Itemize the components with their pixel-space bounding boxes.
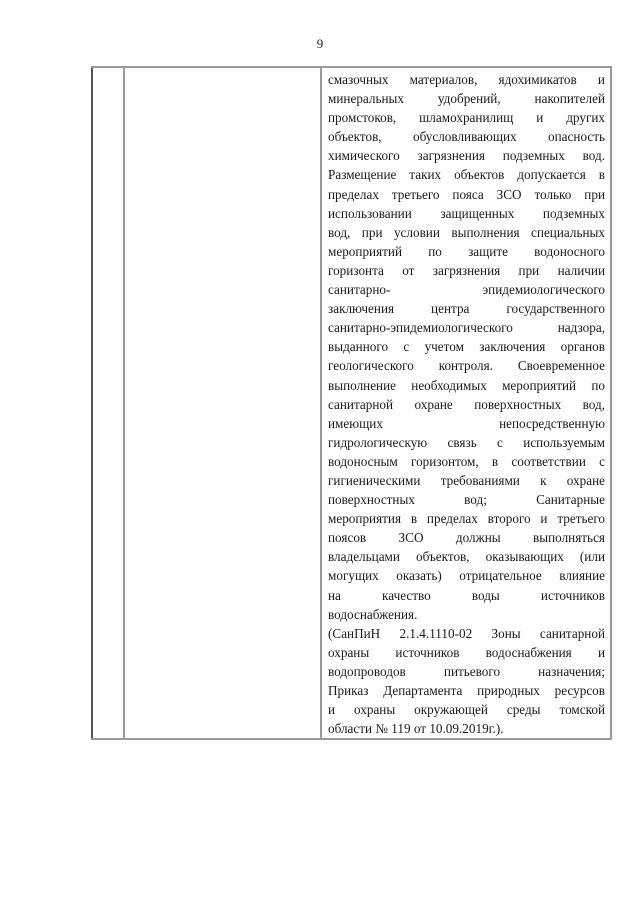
text-line: мероприятия в пределах второго и третьего bbox=[328, 511, 605, 527]
document-table bbox=[91, 66, 612, 740]
text-line: гидрологическую связь с используемым bbox=[328, 434, 605, 450]
text-line: химического загрязнения подземных вод. bbox=[328, 148, 605, 164]
text-line: мероприятий по защите водоносного bbox=[328, 243, 605, 259]
table-cell-number bbox=[92, 67, 124, 739]
text-line: Приказ Департамента природных ресурсов bbox=[328, 683, 605, 698]
text-line: водопроводов питьевого назначения; bbox=[328, 663, 605, 679]
text-line: заключения центра государственного bbox=[328, 301, 605, 317]
table-row bbox=[92, 67, 611, 739]
text-line: объектов, обусловливающих опасность bbox=[328, 129, 605, 145]
regulation-reference-paragraph bbox=[328, 624, 605, 739]
text-line: водоносным горизонтом, в соответствии с bbox=[328, 453, 605, 469]
text-line: санитарно-эпидемиологического надзора, bbox=[328, 320, 605, 336]
text-line: промстоков, шламохранилищ и других bbox=[328, 110, 605, 126]
requirements-text bbox=[322, 68, 610, 738]
text-line: и охраны окружающей среды томской bbox=[328, 702, 605, 718]
text-line: могущих оказать) отрицательное влияние bbox=[328, 568, 605, 584]
page-number: 9 bbox=[316, 36, 324, 51]
text-line: охраны источников водоснабжения и bbox=[328, 644, 605, 660]
text-line: выполнение необходимых мероприятий по bbox=[328, 377, 605, 393]
text-line: геологического контроля. Своевременное bbox=[328, 358, 605, 374]
text-line: на качество воды источников bbox=[328, 587, 605, 603]
text-line: водоснабжения. bbox=[328, 606, 418, 622]
text-line: (СанПиН 2.1.4.1110-02 Зоны санитарной bbox=[328, 625, 605, 641]
text-line: поверхностных вод; Санитарные bbox=[328, 492, 605, 508]
text-line: владельцами объектов, оказывающих (или bbox=[328, 549, 605, 565]
text-line: смазочных материалов, ядохимикатов и bbox=[328, 72, 605, 87]
table-cell-requirements bbox=[321, 67, 611, 739]
text-line: области № 119 от 10.09.2019г.). bbox=[328, 721, 504, 737]
text-line: Размещение таких объектов допускается в bbox=[328, 167, 605, 183]
text-line: использовании защищенных подземных bbox=[328, 205, 605, 221]
text-line: санитарной охране поверхностных вод, bbox=[328, 396, 605, 412]
requirements-paragraph bbox=[328, 70, 605, 624]
text-line: санитарно- эпидемиологического bbox=[328, 282, 605, 298]
text-line: пределах третьего пояса ЗСО только при bbox=[328, 186, 605, 202]
text-line: горизонта от загрязнения при наличии bbox=[328, 262, 605, 278]
text-line: гигиеническими требованиями к охране bbox=[328, 472, 605, 488]
text-line: поясов ЗСО должны выполняться bbox=[328, 530, 605, 546]
text-line: выданного с учетом заключения органов bbox=[328, 339, 605, 355]
text-line: вод, при условии выполнения специальных bbox=[328, 224, 605, 240]
table-cell-name bbox=[124, 67, 321, 739]
text-line: минеральных удобрений, накопителей bbox=[328, 91, 605, 107]
text-line: имеющих непосредственную bbox=[328, 415, 605, 431]
